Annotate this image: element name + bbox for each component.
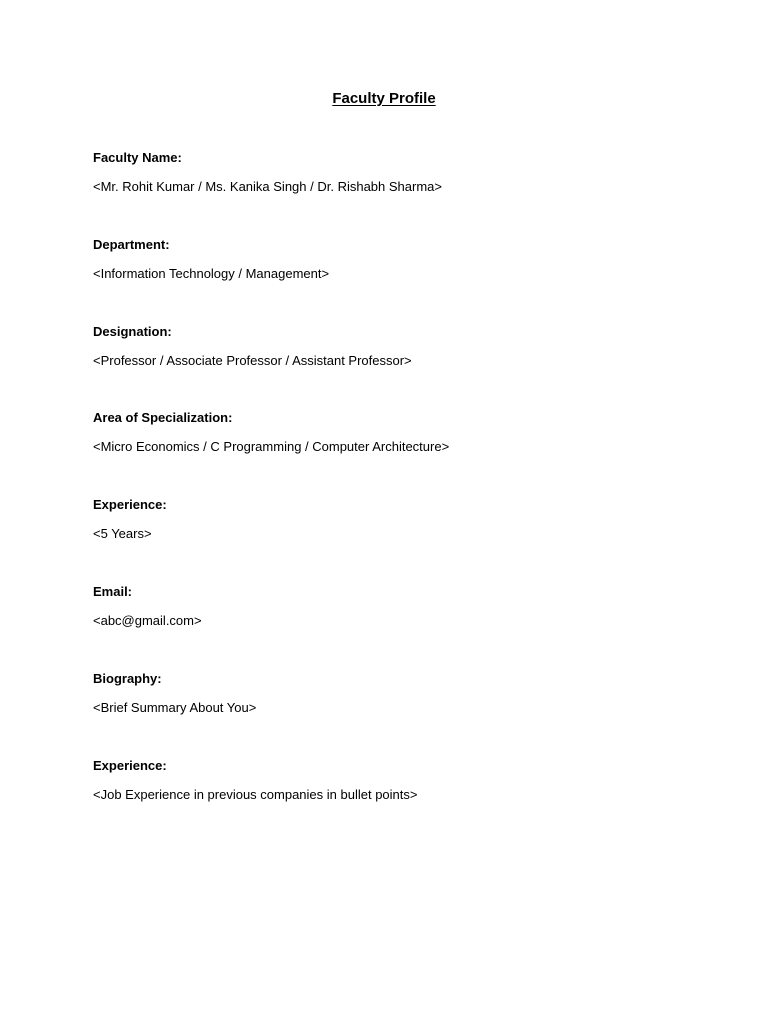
field-email [93,582,713,669]
field-label: Faculty Name: [93,150,182,165]
field-label: Experience: [93,757,167,773]
field-value: <Mr. Rohit Kumar / Ms. Kanika Singh / Dr. Rishabh Sharma> [93,179,442,194]
field-biography [93,669,713,756]
document-title [0,89,768,109]
field-label: Email: [93,583,133,599]
field-department [93,235,713,322]
field-value: <Brief Summary About You> [93,699,257,715]
field-designation [93,322,713,409]
field-label: Biography: [93,670,162,686]
field-faculty-name [93,148,713,235]
field-value: <Professor / Associate Professor / Assistant Professor> [93,352,412,368]
field-value: <Information Technology / Management> [93,265,330,281]
field-job-experience [93,756,713,843]
field-experience-years [93,495,713,582]
field-value: <abc@gmail.com> [93,612,202,628]
field-label: Area of Specialization: [93,410,233,426]
field-label: Experience: [93,497,167,513]
field-value: <Micro Economics / C Programming / Computer Architecture> [93,439,450,455]
title-text: Faculty Profile [332,90,436,107]
field-value: <Job Experience in previous companies in bullet points> [93,786,418,802]
field-label: Department: [93,236,170,252]
field-label: Designation: [93,323,172,339]
field-specialization [93,408,713,495]
field-value: <5 Years> [93,526,152,542]
profile-fields [93,148,713,842]
